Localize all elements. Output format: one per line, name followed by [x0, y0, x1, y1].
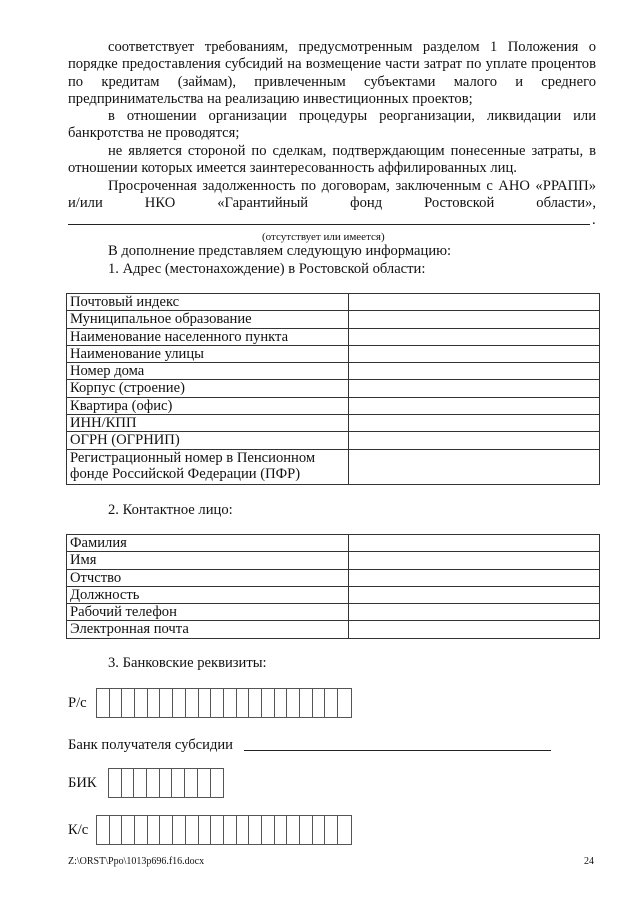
digit-box[interactable] [325, 689, 338, 717]
contact-table [66, 534, 600, 639]
address-label-apartment: Квартира (офис) [67, 397, 349, 414]
address-table [66, 293, 600, 485]
address-value-house[interactable] [349, 363, 600, 380]
address-value-street[interactable] [349, 345, 600, 362]
table-row [67, 345, 600, 362]
table-row [67, 397, 600, 414]
digit-box[interactable] [160, 689, 173, 717]
table-row [67, 535, 600, 552]
address-label-house: Номер дома [67, 363, 349, 380]
digit-box[interactable] [262, 689, 275, 717]
correspondent-account-boxes[interactable] [96, 815, 352, 845]
section-bank-heading: 3. Банковские реквизиты: [108, 655, 267, 671]
table-row [67, 586, 600, 603]
table-row [67, 294, 600, 311]
address-value-inn[interactable] [349, 415, 600, 432]
digit-box[interactable] [300, 816, 313, 844]
page-number: 24 [584, 856, 594, 867]
digit-box[interactable] [325, 816, 338, 844]
address-label-pfr: Регистрационный номер в Пенсионном фонде Российской Федерации (ПФР) [67, 449, 349, 484]
digit-box[interactable] [135, 816, 148, 844]
section-address-heading: 1. Адрес (местонахождение) в Ростовской области: [108, 261, 426, 277]
digit-box[interactable] [147, 769, 160, 797]
digit-box[interactable] [160, 816, 173, 844]
paragraph-affiliated [68, 143, 596, 178]
table-row [67, 380, 600, 397]
settlement-account-boxes[interactable] [96, 688, 352, 718]
digit-box[interactable] [148, 689, 161, 717]
digit-box[interactable] [160, 769, 173, 797]
footer-file-path: Z:\ORST\Ppo\1013p696.f16.docx [68, 856, 205, 867]
overdue-debt-blank-line[interactable] [68, 224, 590, 225]
digit-box[interactable] [186, 689, 199, 717]
contact-label-name: Имя [67, 552, 349, 569]
digit-box[interactable] [122, 769, 135, 797]
paragraph-overdue-debt [68, 178, 596, 213]
digit-box[interactable] [313, 816, 326, 844]
contact-value-patronymic[interactable] [349, 569, 600, 586]
digit-box[interactable] [185, 769, 198, 797]
additional-info-text: В дополнение представляем следующую информацию: [108, 243, 452, 259]
address-label-street: Наименование улицы [67, 345, 349, 362]
contact-label-position: Должность [67, 586, 349, 603]
digit-box[interactable] [97, 689, 110, 717]
digit-box[interactable] [211, 769, 224, 797]
digit-box[interactable] [173, 816, 186, 844]
digit-box[interactable] [186, 816, 199, 844]
bank-name-label: Банк получателя субсидии [68, 737, 233, 753]
digit-box[interactable] [110, 816, 123, 844]
paragraph-requirements-text: соответствует требованиям, предусмотренным разделом 1 Положения о порядке предоставления субсидий на возмещение части затрат по уплате процентов по кредитам (займам), привлеченным субъектами малого и среднего предпринимательства на реализацию инвестиционных проектов; [68, 39, 596, 108]
contact-label-phone: Рабочий телефон [67, 604, 349, 621]
digit-box[interactable] [211, 816, 224, 844]
address-value-municipality[interactable] [349, 311, 600, 328]
contact-value-surname[interactable] [349, 535, 600, 552]
digit-box[interactable] [173, 689, 186, 717]
digit-box[interactable] [109, 769, 122, 797]
table-row [67, 311, 600, 328]
correspondent-account-label: К/с [68, 822, 89, 838]
address-label-postcode: Почтовый индекс [67, 294, 349, 311]
digit-box[interactable] [249, 816, 262, 844]
digit-box[interactable] [338, 689, 351, 717]
digit-box[interactable] [97, 816, 110, 844]
paragraph-reorganization [68, 108, 596, 143]
digit-box[interactable] [300, 689, 313, 717]
digit-box[interactable] [249, 689, 262, 717]
digit-box[interactable] [287, 816, 300, 844]
digit-box[interactable] [224, 689, 237, 717]
table-row [67, 328, 600, 345]
settlement-account-label: Р/с [68, 695, 87, 711]
paragraph-requirements [68, 39, 596, 109]
digit-box[interactable] [134, 769, 147, 797]
digit-box[interactable] [237, 816, 250, 844]
digit-box[interactable] [287, 689, 300, 717]
table-row [67, 552, 600, 569]
section-contact-heading: 2. Контактное лицо: [108, 502, 233, 518]
address-value-settlement[interactable] [349, 328, 600, 345]
contact-label-email: Электронная почта [67, 621, 349, 638]
address-value-building[interactable] [349, 380, 600, 397]
paragraph-affiliated-text: не является стороной по сделкам, подтверждающим понесенные затраты, в отношении которых имеется заинтересованность аффилированных лиц. [68, 143, 596, 177]
bik-boxes[interactable] [108, 768, 224, 798]
digit-box[interactable] [262, 816, 275, 844]
address-label-ogrn: ОГРН (ОГРНИП) [67, 432, 349, 449]
table-row [67, 363, 600, 380]
digit-box[interactable] [338, 816, 351, 844]
digit-box[interactable] [199, 816, 212, 844]
address-label-settlement: Наименование населенного пункта [67, 328, 349, 345]
digit-box[interactable] [110, 689, 123, 717]
address-value-ogrn[interactable] [349, 432, 600, 449]
digit-box[interactable] [313, 689, 326, 717]
overdue-debt-hint: (отсутствует или имеется) [262, 231, 385, 243]
digit-box[interactable] [122, 689, 135, 717]
digit-box[interactable] [198, 769, 211, 797]
address-label-municipality: Муниципальное образование [67, 311, 349, 328]
digit-box[interactable] [224, 816, 237, 844]
contact-value-phone[interactable] [349, 604, 600, 621]
address-label-inn: ИНН/КПП [67, 415, 349, 432]
table-row [67, 569, 600, 586]
digit-box[interactable] [122, 816, 135, 844]
contact-value-name[interactable] [349, 552, 600, 569]
table-row [67, 432, 600, 449]
digit-box[interactable] [275, 816, 288, 844]
address-value-postcode[interactable] [349, 294, 600, 311]
paragraph-reorganization-text: в отношении организации процедуры реорганизации, ликвидации или банкротства не проводятся; [68, 108, 596, 142]
digit-box[interactable] [211, 689, 224, 717]
table-row [67, 604, 600, 621]
address-value-apartment[interactable] [349, 397, 600, 414]
address-value-pfr[interactable] [349, 449, 600, 484]
contact-value-position[interactable] [349, 586, 600, 603]
bank-name-line[interactable] [244, 750, 551, 751]
contact-label-patronymic: Отчство [67, 569, 349, 586]
digit-box[interactable] [135, 689, 148, 717]
table-row [67, 415, 600, 432]
contact-value-email[interactable] [349, 621, 600, 638]
digit-box[interactable] [172, 769, 185, 797]
overdue-debt-period: . [592, 212, 596, 228]
digit-box[interactable] [148, 816, 161, 844]
address-label-building: Корпус (строение) [67, 380, 349, 397]
table-row [67, 621, 600, 638]
paragraph-overdue-debt-text: Просроченная задолженность по договорам, заключенным с АНО «РРАПП» и/или НКО «Гарантийный фонд Ростовской области», [68, 178, 596, 212]
digit-box[interactable] [237, 689, 250, 717]
digit-box[interactable] [199, 689, 212, 717]
contact-label-surname: Фамилия [67, 535, 349, 552]
table-row [67, 449, 600, 484]
bik-label: БИК [68, 775, 97, 791]
digit-box[interactable] [275, 689, 288, 717]
